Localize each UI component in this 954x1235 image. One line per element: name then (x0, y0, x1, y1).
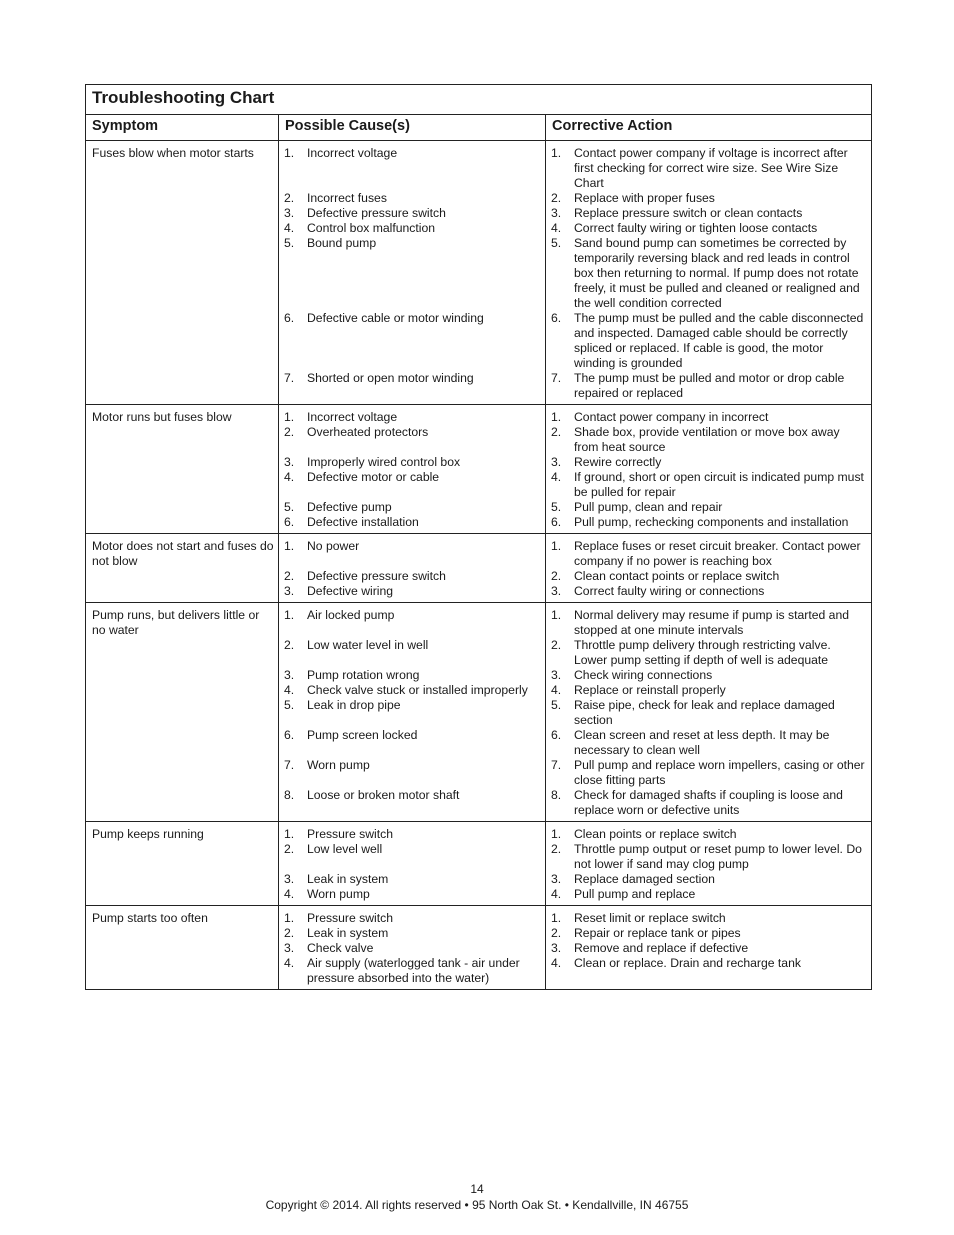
action-item (551, 728, 867, 758)
action-item (551, 500, 867, 515)
cause-item (284, 146, 541, 161)
item-text: Low level well (307, 842, 383, 856)
item-text: Pressure switch (307, 827, 394, 841)
item-number: 2. (551, 569, 562, 583)
item-number: 6. (284, 311, 295, 325)
item-number: 3. (284, 584, 295, 598)
cause-item (284, 668, 541, 683)
item-text: Worn pump (307, 758, 370, 772)
item-number: 2. (284, 191, 295, 205)
item-text: Sand bound pump can sometimes be corrected by temporarily reversing black and red leads in control box then returning to normal. If pump does not rotate freely, it must be pulled and cleaned or realigned and the well condition corrected (574, 236, 860, 310)
item-number: 2. (551, 191, 562, 205)
item-number: 7. (551, 758, 562, 772)
action-item (551, 455, 867, 470)
item-number: 2. (551, 638, 562, 652)
action-item (551, 206, 867, 221)
item-text: Defective wiring (307, 584, 394, 598)
item-text: Replace damaged section (574, 872, 715, 886)
spacer (284, 554, 541, 569)
cause-item (284, 887, 541, 902)
item-text: Defective pump (307, 500, 392, 514)
item-text: Normal delivery may resume if pump is started and stopped at one minute intervals (574, 608, 849, 637)
item-text: Throttle pump output or reset pump to lower level. Do not lower if sand may clog pump (574, 842, 862, 871)
item-number: 2. (551, 842, 562, 856)
item-number: 2. (284, 569, 295, 583)
item-number: 1. (284, 911, 295, 925)
action-item (551, 425, 867, 455)
troubleshooting-chart (85, 84, 872, 990)
item-text: Pull pump and replace (574, 887, 696, 901)
cause-cell (279, 534, 546, 603)
action-item (551, 371, 867, 401)
item-number: 6. (551, 728, 562, 742)
cause-item (284, 698, 541, 713)
symptom-cell: Motor does not start and fuses do not blow (86, 534, 279, 603)
item-number: 1. (284, 146, 295, 160)
cause-item (284, 788, 541, 803)
item-number: 3. (551, 455, 562, 469)
cause-item (284, 425, 541, 440)
item-text: Clean points or replace switch (574, 827, 737, 841)
item-number: 4. (551, 956, 562, 970)
item-text: Leak in system (307, 872, 389, 886)
item-number: 6. (284, 515, 295, 529)
page-footer (0, 1181, 954, 1213)
table-row (86, 405, 872, 534)
cause-item (284, 608, 541, 623)
item-text: Clean screen and reset at less depth. It may be necessary to clean well (574, 728, 830, 757)
item-text: Correct faulty wiring or tighten loose contacts (574, 221, 818, 235)
item-text: The pump must be pulled and the cable disconnected and inspected. Damaged cable should be correctly spliced or replaced. If cable is good, the motor winding is grounded (574, 311, 864, 370)
symptom-cell: Pump keeps running (86, 822, 279, 906)
cause-item (284, 728, 541, 743)
item-number: 4. (551, 683, 562, 697)
spacer (284, 281, 541, 296)
chart-title: Troubleshooting Chart (86, 85, 872, 115)
item-number: 3. (284, 455, 295, 469)
item-number: 2. (284, 842, 295, 856)
action-item (551, 470, 867, 500)
item-number: 3. (284, 668, 295, 682)
item-number: 5. (551, 236, 562, 250)
symptom-cell: Fuses blow when motor starts (86, 141, 279, 405)
cause-item (284, 455, 541, 470)
item-text: Contact power company if voltage is incorrect after first checking for correct wire size. See Wire Size Chart (574, 146, 848, 190)
cause-cell (279, 822, 546, 906)
action-item (551, 608, 867, 638)
cause-cell (279, 906, 546, 990)
action-cell (546, 822, 872, 906)
item-text: Replace pressure switch or clean contacts (574, 206, 803, 220)
header-symptom: Symptom (86, 115, 279, 141)
cause-cell (279, 405, 546, 534)
cause-cell (279, 141, 546, 405)
item-number: 4. (284, 683, 295, 697)
action-item (551, 887, 867, 902)
item-text: If ground, short or open circuit is indicated pump must be pulled for repair (574, 470, 864, 499)
spacer (284, 743, 541, 758)
action-cell (546, 141, 872, 405)
item-number: 3. (551, 872, 562, 886)
item-text: Contact power company in incorrect (574, 410, 769, 424)
item-number: 3. (284, 941, 295, 955)
cause-item (284, 311, 541, 326)
item-number: 1. (284, 410, 295, 424)
action-cell (546, 906, 872, 990)
item-text: Replace with proper fuses (574, 191, 715, 205)
item-number: 3. (551, 206, 562, 220)
spacer (284, 161, 541, 176)
spacer (284, 485, 541, 500)
cause-item (284, 683, 541, 698)
table-row (86, 906, 872, 990)
item-number: 4. (551, 221, 562, 235)
item-number: 8. (551, 788, 562, 802)
cause-item (284, 956, 541, 986)
spacer (284, 296, 541, 311)
item-number: 1. (284, 539, 295, 553)
action-item (551, 698, 867, 728)
item-number: 2. (284, 425, 295, 439)
spacer (284, 773, 541, 788)
item-text: Loose or broken motor shaft (307, 788, 460, 802)
cause-item (284, 842, 541, 857)
item-text: Low water level in well (307, 638, 429, 652)
cause-item (284, 926, 541, 941)
item-number: 2. (284, 926, 295, 940)
action-item (551, 146, 867, 191)
cause-item (284, 515, 541, 530)
cause-item (284, 191, 541, 206)
action-item (551, 788, 867, 818)
item-text: Leak in drop pipe (307, 698, 401, 712)
item-number: 2. (284, 638, 295, 652)
item-text: Replace fuses or reset circuit breaker. Contact power company if no power is reaching box (574, 539, 861, 568)
item-number: 3. (551, 941, 562, 955)
item-number: 5. (284, 236, 295, 250)
spacer (284, 713, 541, 728)
cause-item (284, 236, 541, 251)
item-text: Check wiring connections (574, 668, 713, 682)
item-number: 1. (551, 827, 562, 841)
item-text: Defective installation (307, 515, 419, 529)
item-text: Worn pump (307, 887, 370, 901)
item-text: Air supply (waterlogged tank - air under pressure absorbed into the water) (307, 956, 520, 985)
action-item (551, 926, 867, 941)
cause-item (284, 539, 541, 554)
table-row (86, 603, 872, 822)
action-item (551, 842, 867, 872)
item-text: No power (307, 539, 360, 553)
item-text: Defective cable or motor winding (307, 311, 484, 325)
action-item (551, 311, 867, 371)
symptom-cell: Pump runs, but delivers little or no water (86, 603, 279, 822)
item-number: 6. (551, 311, 562, 325)
item-text: Pull pump and replace worn impellers, casing or other close fitting parts (574, 758, 865, 787)
item-text: Repair or replace tank or pipes (574, 926, 741, 940)
item-number: 1. (551, 608, 562, 622)
item-number: 3. (284, 872, 295, 886)
item-text: Throttle pump delivery through restricting valve. Lower pump setting if depth of well is adequate (574, 638, 831, 667)
item-number: 1. (284, 827, 295, 841)
action-item (551, 410, 867, 425)
spacer (284, 176, 541, 191)
item-text: Replace or reinstall properly (574, 683, 726, 697)
item-text: Incorrect fuses (307, 191, 387, 205)
item-text: Pressure switch (307, 911, 394, 925)
cause-item (284, 827, 541, 842)
item-number: 3. (284, 206, 295, 220)
cause-item (284, 911, 541, 926)
action-cell (546, 603, 872, 822)
item-number: 7. (551, 371, 562, 385)
spacer (284, 266, 541, 281)
table-row (86, 141, 872, 405)
item-number: 4. (284, 470, 295, 484)
cause-item (284, 371, 541, 386)
action-item (551, 236, 867, 311)
action-item (551, 584, 867, 599)
cause-item (284, 500, 541, 515)
action-cell (546, 405, 872, 534)
item-number: 1. (551, 410, 562, 424)
item-text: Control box malfunction (307, 221, 436, 235)
cause-item (284, 941, 541, 956)
cause-item (284, 584, 541, 599)
item-number: 7. (284, 758, 295, 772)
item-text: Pull pump, clean and repair (574, 500, 723, 514)
cause-item (284, 569, 541, 584)
spacer (284, 326, 541, 341)
spacer (284, 356, 541, 371)
item-text: Bound pump (307, 236, 377, 250)
cause-item (284, 638, 541, 653)
item-text: Leak in system (307, 926, 389, 940)
item-text: Correct faulty wiring or connections (574, 584, 765, 598)
spacer (284, 341, 541, 356)
item-text: Shade box, provide ventilation or move box away from heat source (574, 425, 840, 454)
spacer (284, 857, 541, 872)
symptom-cell: Motor runs but fuses blow (86, 405, 279, 534)
item-text: Overheated protectors (307, 425, 429, 439)
item-text: Defective pressure switch (307, 206, 446, 220)
action-item (551, 539, 867, 569)
item-text: Pump screen locked (307, 728, 418, 742)
item-number: 1. (551, 146, 562, 160)
table-row (86, 822, 872, 906)
action-item (551, 191, 867, 206)
page-number: 14 (470, 1182, 484, 1196)
action-item (551, 638, 867, 668)
action-item (551, 683, 867, 698)
item-number: 5. (551, 500, 562, 514)
cause-item (284, 470, 541, 485)
action-item (551, 872, 867, 887)
spacer (284, 440, 541, 455)
item-text: Check valve stuck or installed improperly (307, 683, 528, 697)
cause-cell (279, 603, 546, 822)
action-item (551, 515, 867, 530)
item-text: Raise pipe, check for leak and replace damaged section (574, 698, 835, 727)
item-text: Pull pump, rechecking components and installation (574, 515, 849, 529)
chart-body (86, 141, 872, 990)
spacer (284, 623, 541, 638)
item-text: Check valve (307, 941, 374, 955)
item-text: Air locked pump (307, 608, 395, 622)
item-text: Remove and replace if defective (574, 941, 749, 955)
item-text: The pump must be pulled and motor or drop cable repaired or replaced (574, 371, 845, 400)
item-number: 1. (284, 608, 295, 622)
action-item (551, 569, 867, 584)
item-text: Check for damaged shafts if coupling is loose and replace worn or defective units (574, 788, 843, 817)
item-text: Pump rotation wrong (307, 668, 420, 682)
item-number: 8. (284, 788, 295, 802)
item-number: 3. (551, 668, 562, 682)
item-number: 1. (551, 911, 562, 925)
item-number: 3. (551, 584, 562, 598)
cause-item (284, 206, 541, 221)
item-number: 2. (551, 425, 562, 439)
cause-item (284, 221, 541, 236)
cause-item (284, 758, 541, 773)
cause-item (284, 410, 541, 425)
item-number: 7. (284, 371, 295, 385)
item-number: 6. (284, 728, 295, 742)
item-number: 4. (551, 470, 562, 484)
item-number: 4. (284, 221, 295, 235)
spacer (284, 653, 541, 668)
action-item (551, 911, 867, 926)
spacer (284, 251, 541, 266)
item-text: Clean or replace. Drain and recharge tank (574, 956, 801, 970)
item-number: 5. (284, 698, 295, 712)
action-item (551, 956, 867, 971)
symptom-cell: Pump starts too often (86, 906, 279, 990)
header-corrective-action: Corrective Action (546, 115, 872, 141)
cause-item (284, 872, 541, 887)
header-possible-causes: Possible Cause(s) (279, 115, 546, 141)
table-row (86, 534, 872, 603)
item-number: 2. (551, 926, 562, 940)
action-cell (546, 534, 872, 603)
action-item (551, 758, 867, 788)
item-text: Shorted or open motor winding (307, 371, 474, 385)
item-text: Defective motor or cable (307, 470, 440, 484)
item-text: Rewire correctly (574, 455, 662, 469)
item-number: 4. (284, 887, 295, 901)
item-number: 5. (551, 698, 562, 712)
item-number: 4. (551, 887, 562, 901)
item-text: Defective pressure switch (307, 569, 446, 583)
item-text: Incorrect voltage (307, 146, 398, 160)
copyright-line: Copyright © 2014. All rights reserved • 95 North Oak St. • Kendallville, IN 46755 (265, 1198, 689, 1212)
action-item (551, 827, 867, 842)
item-text: Improperly wired control box (307, 455, 461, 469)
action-item (551, 668, 867, 683)
item-number: 1. (551, 539, 562, 553)
item-number: 5. (284, 500, 295, 514)
item-number: 6. (551, 515, 562, 529)
item-text: Reset limit or replace switch (574, 911, 726, 925)
item-text: Clean contact points or replace switch (574, 569, 780, 583)
action-item (551, 221, 867, 236)
item-number: 4. (284, 956, 295, 970)
item-text: Incorrect voltage (307, 410, 398, 424)
action-item (551, 941, 867, 956)
